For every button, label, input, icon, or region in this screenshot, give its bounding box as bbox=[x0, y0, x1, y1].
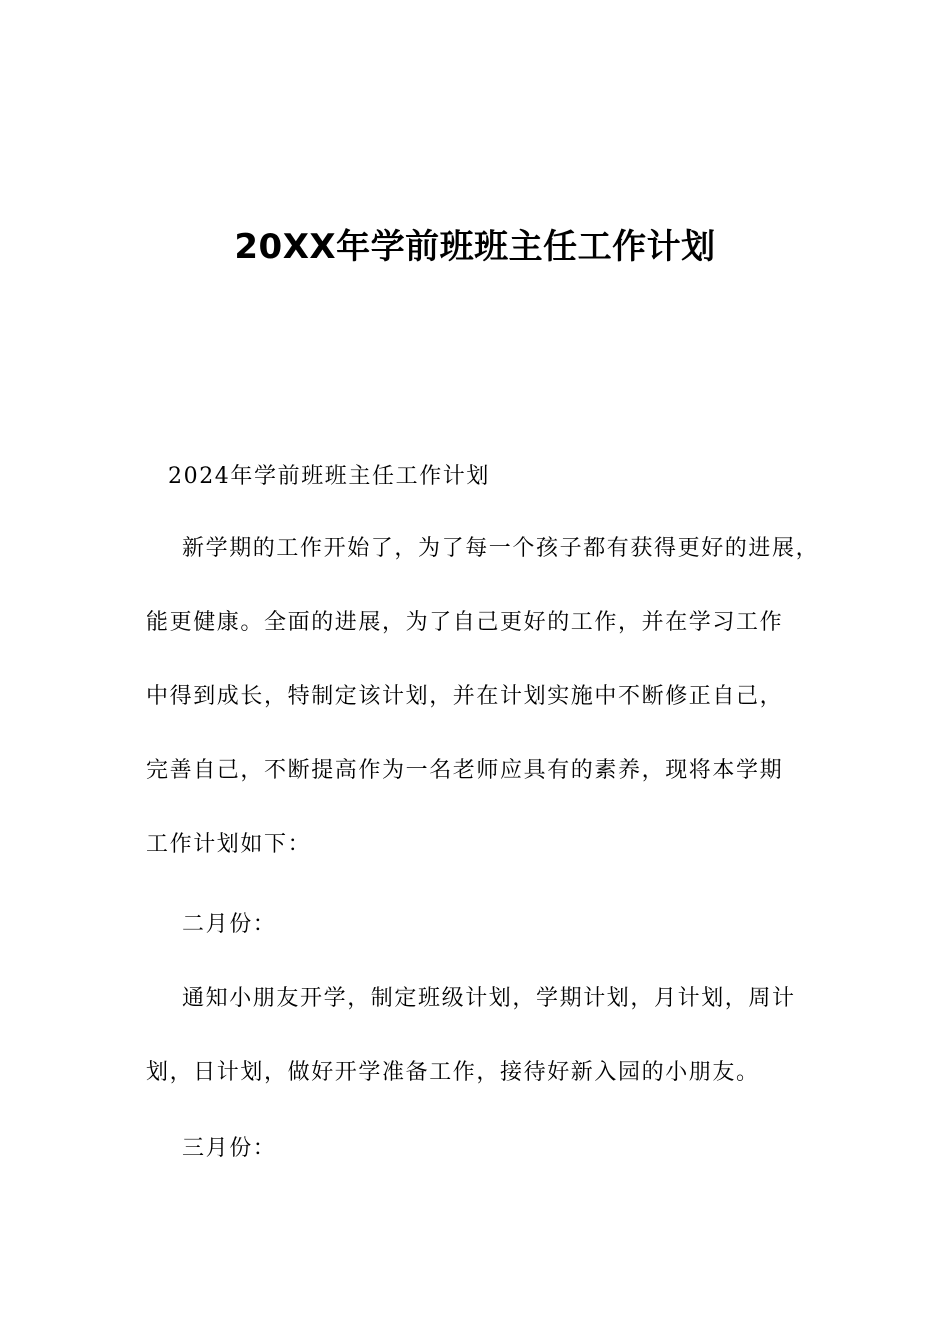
paragraph-line: 新学期的工作开始了，为了每一个孩子都有获得更好的进展， bbox=[182, 536, 820, 561]
document-title: 20XX年学前班班主任工作计划 bbox=[234, 227, 716, 267]
section-heading-march: 三月份： bbox=[182, 1136, 277, 1161]
paragraph-line: 工作计划如下： bbox=[146, 832, 312, 857]
intro-paragraph bbox=[146, 530, 836, 864]
paragraph-line: 中得到成长，特制定该计划，并在计划实施中不断修正自己， bbox=[146, 684, 784, 709]
february-paragraph bbox=[146, 980, 836, 1092]
document-subtitle: 2024年学前班班主任工作计划 bbox=[168, 464, 490, 489]
paragraph-line: 能更健康。全面的进展，为了自己更好的工作，并在学习工作 bbox=[146, 610, 784, 635]
paragraph-line: 划，日计划，做好开学准备工作，接待好新入园的小朋友。 bbox=[146, 1060, 760, 1085]
section-heading-february: 二月份： bbox=[182, 912, 277, 937]
paragraph-line: 通知小朋友开学，制定班级计划，学期计划，月计划，周计 bbox=[182, 986, 796, 1011]
paragraph-line: 完善自己，不断提高作为一名老师应具有的素养，现将本学期 bbox=[146, 758, 784, 783]
